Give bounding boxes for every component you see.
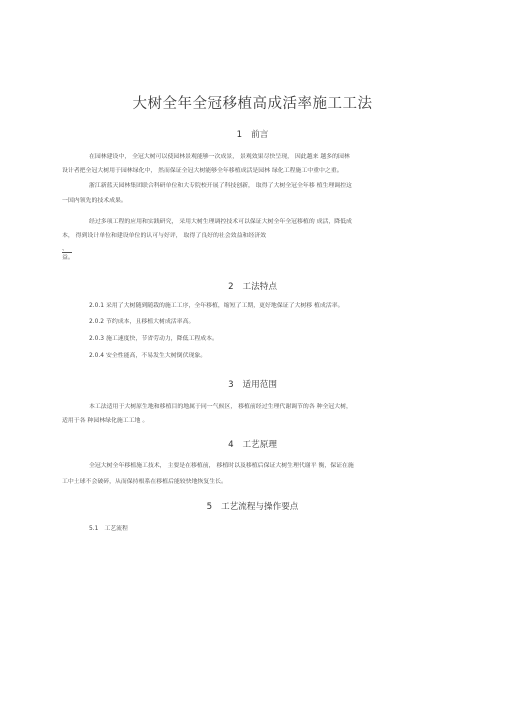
list-item — [89, 318, 194, 326]
section-heading-1 — [0, 128, 505, 140]
item-label: 2.0.1 — [89, 303, 104, 309]
section-heading-4 — [0, 438, 505, 450]
item-label: 2.0.3 — [89, 336, 104, 342]
paragraph-line: 本， 得到设计单位和建设单位的认可与好评， 取得了良好的社会效益和经济效 — [62, 233, 267, 239]
section-title: 工艺原理 — [242, 440, 277, 450]
paragraph-line: 益。 — [62, 255, 74, 261]
item-text: 节约成本，且移植大树成活率高。 — [106, 319, 195, 325]
section-heading-3 — [0, 378, 505, 390]
section-title: 工法特点 — [242, 282, 277, 292]
section-number: 1 — [236, 130, 243, 140]
item-text: 安全性能高，不易发生大树倒伏现象。 — [106, 353, 207, 359]
section-heading-2 — [0, 280, 505, 292]
subsection-heading — [89, 525, 128, 533]
paragraph-line: 在园林建设中， 全冠大树可以使园林景观能够一次成景， 景观效果尽快呈现， 因此越来 越多的园林 — [89, 154, 350, 160]
item-label: 5.1 — [89, 526, 99, 532]
paragraph-line: 设计者把全冠大树用于园林绿化中， 然而保证全冠大树能够全年移植成活是园林 绿化工程施工中重中之重。 — [62, 168, 343, 174]
item-label: 2.0.4 — [89, 353, 104, 359]
paragraph-line: 浙江新蓝天园林集团联合科研单位和大专院校开展了科技创新， 取得了大树全冠全年移 植生理调控这 — [89, 183, 352, 189]
list-item — [89, 352, 206, 360]
paragraph-line: 全冠大树全年移植施工技术， 主要是在移植前， 移植时以及移植后保证大树生理代谢平 衡，保证在施 — [89, 463, 354, 469]
paragraph-line: 一国内领先的技术成果。 — [62, 198, 127, 204]
item-text: 采用了大树随到随栽的施工工序，全年移植，缩短了工期，更好地保证了大树移 植成活率。 — [106, 303, 344, 309]
list-item — [89, 302, 344, 310]
paragraph-line: 本工法适用于大树原生地和移植目的地属于同一气候区， 移植前经过生理代谢调节的各 种全冠大树， — [89, 404, 352, 410]
item-text: 工艺流程 — [104, 526, 128, 532]
item-text: 施工速度快，节省劳动力，降低工程成本。 — [106, 336, 218, 342]
section-title: 适用范围 — [242, 380, 277, 390]
list-item — [89, 335, 218, 343]
section-heading-5 — [0, 500, 505, 512]
section-number: 4 — [228, 440, 234, 450]
section-number: 5 — [206, 502, 213, 512]
section-title: 工艺流程与操作要点 — [221, 502, 299, 512]
section-title: 前言 — [251, 130, 269, 140]
section-number: 3 — [228, 380, 234, 390]
paragraph-line: 经过多项工程的应用和实践研究， 采用大树生理调控技术可以保证大树全年全冠移植的 成活，降低成 — [89, 219, 352, 225]
paragraph-line: 工中土球不会破碎，从而保持根系在移植后能较快地恢复生长。 — [62, 479, 227, 485]
stray-mark: 、 — [62, 246, 68, 252]
paragraph-line: 适用于各 种园林绿化施工工地 。 — [62, 418, 149, 424]
underline-rule — [62, 252, 72, 253]
section-number: 2 — [228, 282, 234, 292]
document-title: 大树全年全冠移植高成活率施工工法 — [132, 96, 373, 112]
item-label: 2.0.2 — [89, 319, 104, 325]
